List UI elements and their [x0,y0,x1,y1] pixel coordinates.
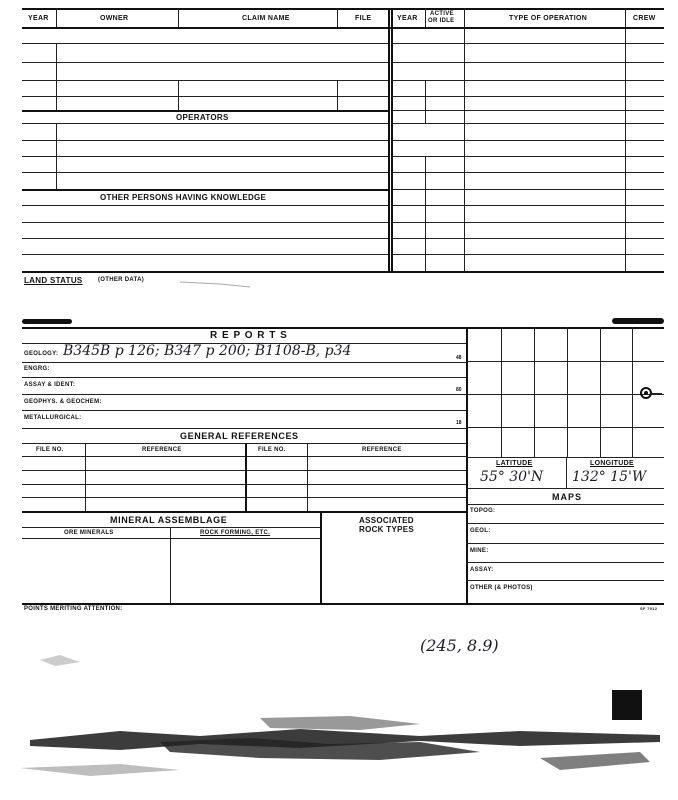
header-year-2: YEAR [397,15,418,22]
assay-num: 80 [456,387,462,393]
engrg-label: ENGRG: [24,366,50,372]
geology-label: GEOLOGY: [24,351,59,357]
ink-smudge-right [612,318,664,324]
maps-other: OTHER (& PHOTOS) [470,585,533,591]
header-or-idle: OR IDLE [428,18,455,24]
latitude-value: 55° 30'N [480,469,544,485]
assay-ident-label: ASSAY & IDENT: [24,382,76,388]
geology-num: 48 [456,355,462,361]
header-year: YEAR [28,15,49,22]
metallurgical-num: 18 [456,420,462,426]
header-type-of-operation: TYPE OF OPERATION [509,15,588,22]
land-status-sublabel: (OTHER DATA) [98,277,145,283]
maps-geol: GEOL: [470,528,491,534]
header-active: ACTIVE [430,11,454,17]
longitude-label: LONGITUDE [590,460,634,467]
geology-value: B345B p 126; B347 p 200; B1108-B, p34 [63,343,352,359]
gr-header-reference-1: REFERENCE [142,447,182,453]
other-persons-label: OTHER PERSONS HAVING KNOWLEDGE [100,193,267,202]
form-code: SF 7912 [640,606,658,611]
associated-label: ASSOCIATED [359,516,414,525]
maps-mine: MINE: [470,548,489,554]
gr-header-file-no-1: FILE NO. [36,447,64,453]
maps-assay: ASSAY: [470,567,494,573]
header-crew: CREW [633,15,656,22]
rock-types-label: ROCK TYPES [359,525,415,534]
land-status-label: LAND STATUS [24,276,83,285]
header-owner: OWNER [100,15,129,22]
longitude-value: 132° 15'W [572,469,647,485]
points-meriting-attention: POINTS MERITING ATTENTION: [24,606,123,612]
ink-smudge-left [22,319,72,324]
gr-header-reference-2: REFERENCE [362,447,402,453]
handwritten-annotation: (245, 8.9) [420,636,499,655]
latitude-label: LATITUDE [496,460,533,467]
geophys-geochem-label: GEOPHYS. & GEOCHEM: [24,399,102,405]
header-claim-name: CLAIM NAME [242,15,290,22]
reports-title: R E P O R T S [210,330,288,341]
maps-title: MAPS [552,492,583,502]
maps-topog: TOPOG: [470,508,496,514]
grid-marker-circle [640,387,652,399]
header-file: FILE [355,15,372,22]
general-references-title: GENERAL REFERENCES [180,431,299,441]
mineral-assemblage-title: MINERAL ASSEMBLAGE [110,515,228,525]
ore-minerals-label: ORE MINERALS [64,530,114,536]
operators-label: OPERATORS [176,113,229,122]
rock-forming-label: ROCK FORMING, ETC. [200,530,271,536]
metallurgical-label: METALLURGICAL: [24,415,82,421]
gr-header-file-no-2: FILE NO. [258,447,286,453]
